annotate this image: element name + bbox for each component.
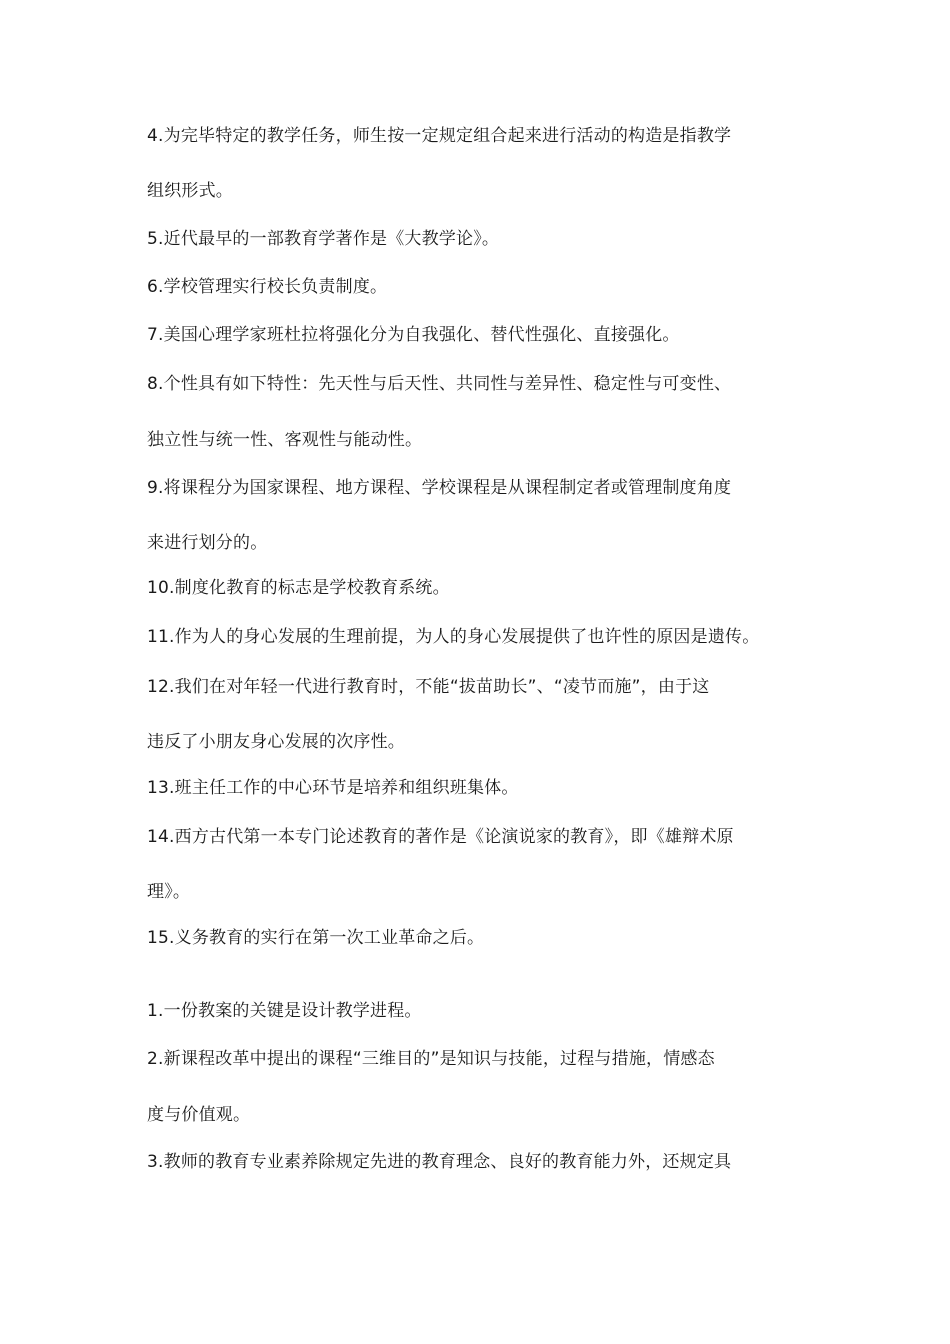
text-line: 5.近代最早的一部教育学著作是《大教学论》。: [147, 229, 500, 249]
text-line: 6.学校管理实行校长负责制度。: [147, 277, 388, 297]
text-line: 1.一份教案的关键是设计教学进程。: [147, 1001, 422, 1021]
text-line: 度与价值观。: [147, 1105, 251, 1125]
text-line: 8.个性具有如下特性：先天性与后天性、共同性与差异性、稳定性与可变性、: [147, 374, 732, 394]
text-line: 7.美国心理学家班杜拉将强化分为自我强化、替代性强化、直接强化。: [147, 325, 680, 345]
text-line: 13.班主任工作的中心环节是培养和组织班集体。: [147, 778, 519, 798]
text-line: 4.为完毕特定的教学任务，师生按一定规定组合起来进行活动的构造是指教学: [147, 126, 732, 146]
text-line: 14.西方古代第一本专门论述教育的著作是《论演说家的教育》，即《雄辩术原: [147, 827, 734, 847]
text-line: 10.制度化教育的标志是学校教育系统。: [147, 578, 450, 598]
text-line: 来进行划分的。: [147, 533, 268, 553]
text-line: 15.义务教育的实行在第一次工业革命之后。: [147, 928, 485, 948]
text-line: 违反了小朋友身心发展的次序性。: [147, 732, 405, 752]
text-line: 3.教师的教育专业素养除规定先进的教育理念、良好的教育能力外，还规定具: [147, 1152, 732, 1172]
text-line: 独立性与统一性、客观性与能动性。: [147, 430, 423, 450]
text-line: 2.新课程改革中提出的课程“三维目的”是知识与技能，过程与措施，情感态: [147, 1049, 715, 1069]
text-line: 12.我们在对年轻一代进行教育时，不能“拔苗助长”、“凌节而施”，由于这: [147, 677, 710, 697]
text-line: 11.作为人的身心发展的生理前提，为人的身心发展提供了也许性的原因是遗传。: [147, 627, 760, 647]
text-line: 理》。: [147, 882, 191, 902]
text-line: 组织形式。: [147, 181, 233, 201]
text-line: 9.将课程分为国家课程、地方课程、学校课程是从课程制定者或管理制度角度: [147, 478, 732, 498]
